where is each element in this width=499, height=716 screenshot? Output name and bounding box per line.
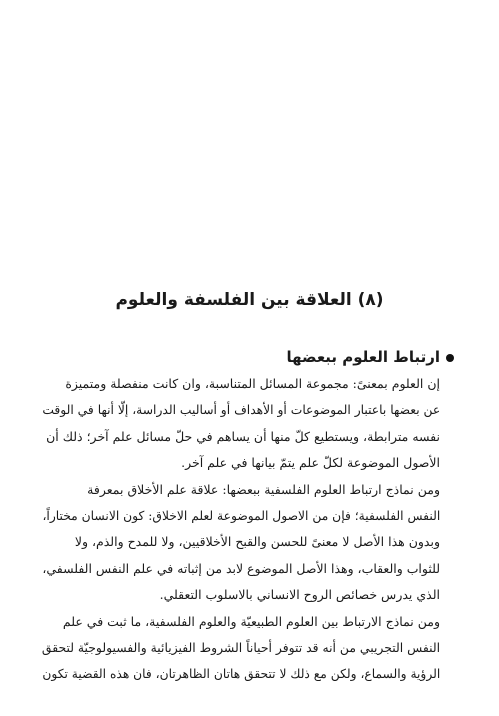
text-line: وبدون هذا الأصل لا معنىً للحسن والقبح الأخلاقيين، ولا للمدح والذم، ولا	[74, 534, 440, 550]
subheading	[287, 346, 455, 368]
text-line: الذي يدرس خصائص الروح الانساني بالاسلوب التعقلي.	[159, 587, 440, 603]
text-line: عن بعضها باعتبار الموضوعات أو الأهداف أو أساليب الدراسة، إلّا أنها في الوقت	[42, 402, 441, 418]
text-line: الأصول الموضوعة لكلّ علم يتمّ بيانها في علم آخر.	[181, 455, 440, 471]
text-line: للثواب والعقاب، وهذا الأصل الموضوع لابد من إثباته في علم النفس الفلسفي،	[42, 560, 441, 576]
text-line: النفس الفلسفية؛ فإن من الاصول الموضوعة لعلم الاخلاق: كون الانسان مختاراً،	[42, 508, 441, 524]
section-title: (٨) العلاقة بين الفلسفة والعلوم	[115, 290, 384, 310]
paragraph	[42, 477, 454, 609]
bullet-icon	[446, 354, 454, 362]
text-line: إن العلوم بمعنىً: مجموعة المسائل المتناسبة، وان كانت منفصلة ومتميزة	[65, 376, 440, 391]
text-line: نفسه مترابطة، ويستطيع كلّ منها أن يساهم في حلّ مسائل علم آخر؛ ذلك أن	[46, 428, 440, 444]
subheading-text: ارتباط العلوم ببعضها	[286, 348, 440, 366]
paragraph	[42, 609, 454, 688]
paragraph	[42, 371, 454, 477]
text-line: النفس التجريبي من أنه قد تتوفر أحياناً الشروط الفيزيائية والفسيولوجيّة لتحقق	[41, 640, 441, 656]
body-text	[42, 371, 454, 688]
text-line: الرؤية والسماع، ولكن مع ذلك لا تتحقق هاتان الظاهرتان، فان هذه القضية تكون	[42, 666, 441, 682]
text-line: ومن نماذج ارتباط العلوم الفلسفية ببعضها: علاقة علم الأخلاق بمعرفة	[87, 481, 440, 497]
text-line: ومن نماذج الارتباط بين العلوم الطبيعيّة والعلوم الفلسفية، ما ثبت في علم	[62, 613, 440, 629]
